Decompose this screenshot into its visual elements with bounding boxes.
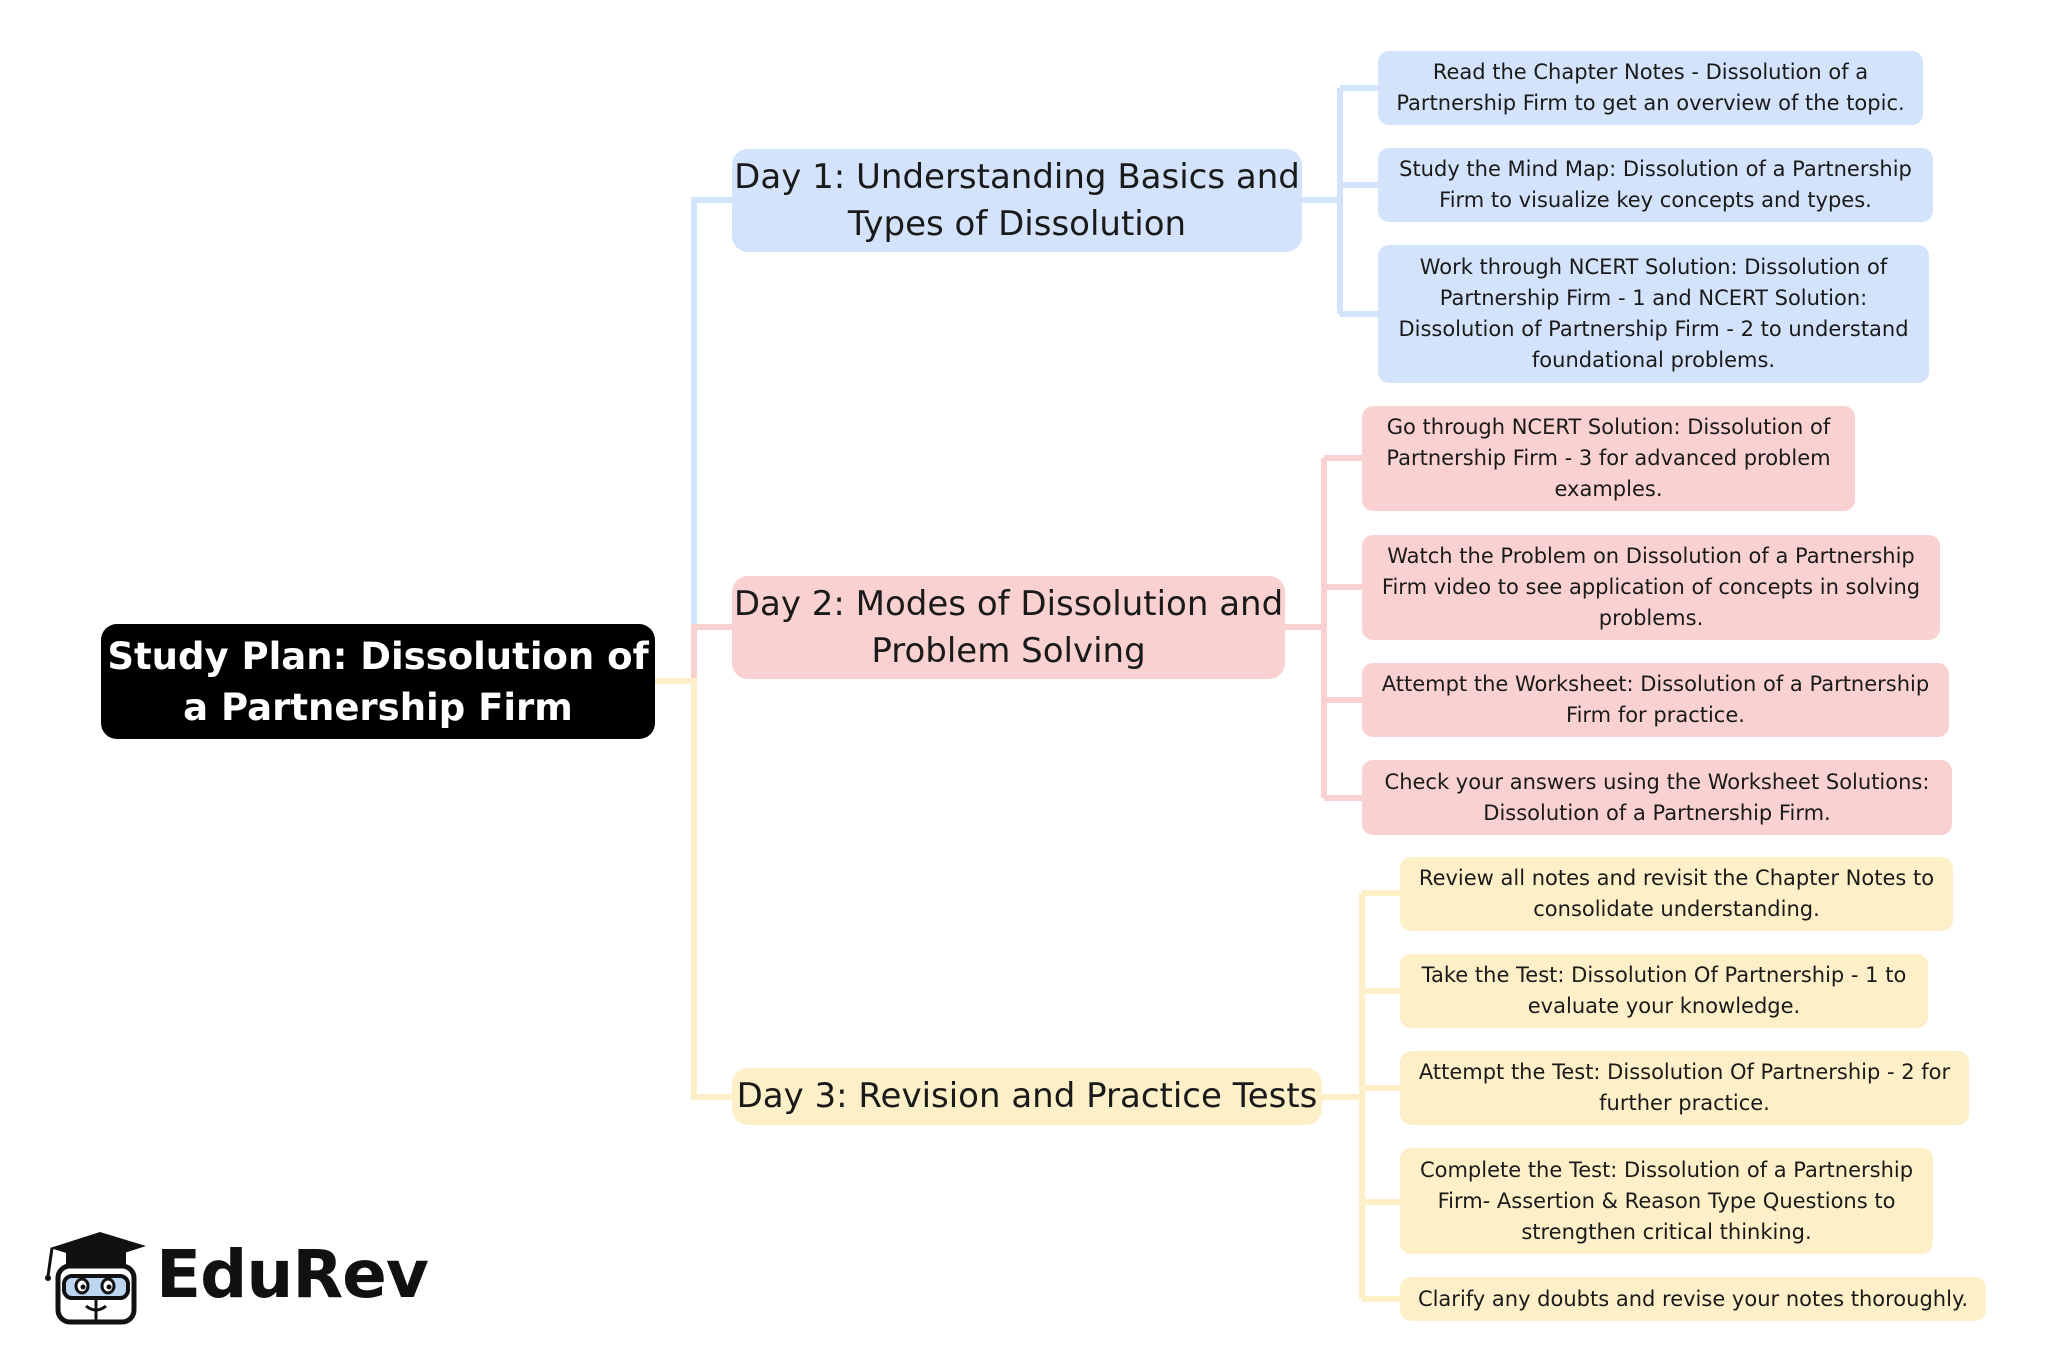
edurev-wordmark: EduRev (156, 1236, 428, 1313)
day2-task-4: Check your answers using the Worksheet Solutions: Dissolution of a Partnership Firm. (1362, 760, 1952, 835)
root-to-day1-line (655, 200, 732, 681)
day1-task-1: Read the Chapter Notes - Dissolution of a Partnership Firm to get an overview of the topic. (1378, 51, 1923, 125)
day3-label: Day 3: Revision and Practice Tests (736, 1076, 1318, 1116)
day2-connector (1285, 458, 1362, 798)
day2-task-3: Attempt the Worksheet: Dissolution of a Partnership Firm for practice. (1362, 663, 1949, 737)
root-title: Study Plan: Dissolution of a Partnership Firm (107, 634, 649, 729)
day1-label: Day 1: Understanding Basics and Types of Dissolution (734, 156, 1300, 244)
day3-task-2: Take the Test: Dissolution Of Partnership - 1 to evaluate your knowledge. (1400, 954, 1928, 1028)
day1-task-3: Work through NCERT Solution: Dissolution of Partnership Firm - 1 and NCERT Solution: Dissolution of Partnership Firm - 2 to understand foundational problems. (1378, 245, 1929, 383)
edurev-logo (38, 1226, 428, 1326)
root-to-day3-line (655, 681, 732, 1097)
day2-node (732, 576, 1285, 679)
root-node (101, 624, 655, 739)
day3-task-1: Review all notes and revisit the Chapter Notes to consolidate understanding. (1400, 857, 1953, 931)
day3-task-4: Complete the Test: Dissolution of a Partnership Firm- Assertion & Reason Type Questions to strengthen critical thinking. (1400, 1148, 1933, 1254)
root-to-day2-line (655, 627, 732, 681)
day1-node (732, 149, 1302, 252)
day3-task-3: Attempt the Test: Dissolution Of Partnership - 2 for further practice. (1400, 1051, 1969, 1125)
day2-task-1: Go through NCERT Solution: Dissolution of Partnership Firm - 3 for advanced problem examples. (1362, 406, 1855, 511)
day2-label: Day 2: Modes of Dissolution and Problem Solving (733, 583, 1284, 671)
day3-task-5: Clarify any doubts and revise your notes thoroughly. (1400, 1277, 1986, 1321)
day2-task-2: Watch the Problem on Dissolution of a Partnership Firm video to see application of concepts in solving problems. (1362, 535, 1940, 640)
day1-connector (1302, 88, 1378, 314)
day3-node (732, 1068, 1322, 1125)
day1-task-2: Study the Mind Map: Dissolution of a Partnership Firm to visualize key concepts and types. (1378, 148, 1933, 222)
edurev-mascot-icon (38, 1226, 150, 1326)
day3-connector (1322, 893, 1400, 1299)
